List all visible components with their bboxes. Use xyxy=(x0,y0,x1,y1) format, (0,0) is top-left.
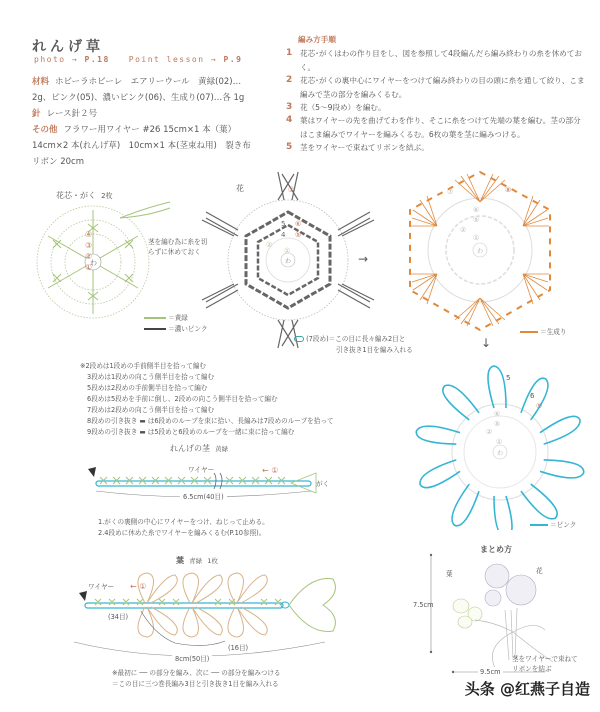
stem-length: 6.5cm(40目) xyxy=(180,492,227,503)
core-diagram-title: 花芯・がく 2枚 xyxy=(56,191,113,200)
leaf-direction-arrow: ← ① xyxy=(130,582,147,591)
flower-chart-diagram xyxy=(198,170,378,350)
core-row-numbers: ④ ③ ② ① xyxy=(85,230,93,272)
step-item: 3 花（5〜9段め）を編む。 xyxy=(286,102,386,113)
step-item: 1 花芯･がくはわの作り目をし、図を参照して4段編んだら編み終わりの糸を休めておく。 xyxy=(286,48,582,72)
flower-note: (7段め)＝この目に長々編み2目と 引き抜き1目を編み入れる xyxy=(294,334,413,356)
oval-stitch-icon xyxy=(294,336,304,342)
material-label: 材料 xyxy=(32,77,50,87)
svg-text:6: 6 xyxy=(530,392,535,400)
svg-text:⑦: ⑦ xyxy=(288,186,295,194)
photo-label: photo → xyxy=(34,55,79,64)
pattern-title: れんげ草 xyxy=(32,39,104,55)
svg-text:4: 4 xyxy=(281,231,286,239)
svg-text:⑥: ⑥ xyxy=(494,410,501,418)
svg-text:5: 5 xyxy=(506,374,511,382)
leaf-wire-label: ワイヤー xyxy=(88,583,115,591)
svg-text:5: 5 xyxy=(281,220,286,228)
leaf-len-34: (34目) xyxy=(108,613,129,621)
right-arrow-icon: → xyxy=(358,252,369,266)
teal-line-swatch xyxy=(530,524,548,526)
lesson-page: P.9 xyxy=(223,55,243,64)
svg-text:⑨: ⑨ xyxy=(536,402,543,410)
svg-text:⑧: ⑧ xyxy=(505,186,512,194)
svg-text:②: ② xyxy=(266,241,273,249)
stem-wire-label: ワイヤー xyxy=(188,466,215,474)
leaf-notes: ※最初に ── の部分を編み、次に ── の部分を編みつける ＝この目に三つ巻長編み3目と引き抜き1目を編み入れる xyxy=(112,669,281,688)
stem-calyx-label: がく xyxy=(316,480,330,488)
instructions-block xyxy=(286,33,586,155)
step-item: 5 茎をワイヤーで束ねてリボンを結ぶ。 xyxy=(286,142,429,153)
step-item: 4 葉はワイヤーの先を曲げてわを作り、そこに糸をつけて先端の葉を編む。茎の部分はこま編みでワイヤーを編みくるむ。6枚の葉を茎に編みつける。 xyxy=(286,115,581,139)
photo-page: P.18 xyxy=(84,55,110,64)
svg-text:①: ① xyxy=(496,438,503,446)
svg-text:わ: わ xyxy=(497,450,504,457)
assembly-title: まとめ方 xyxy=(480,545,512,554)
core-note: 茎を編む為に糸を切らずに休めておく xyxy=(148,238,208,256)
leaf-diagram-title: 葉 青緑 1枚 xyxy=(176,556,218,565)
down-arrow-icon: ↓ xyxy=(481,336,492,350)
flower-diagram-title: 花 xyxy=(236,184,244,193)
page-reference xyxy=(34,55,242,64)
svg-text:わ: わ xyxy=(90,259,97,267)
svg-text:⑥: ⑥ xyxy=(295,220,302,228)
svg-text:①: ① xyxy=(284,247,291,255)
svg-text:⑤: ⑤ xyxy=(494,420,501,428)
svg-text:⑥: ⑥ xyxy=(473,206,480,214)
stem-diagram-title: れんげの茎 黄緑 xyxy=(170,444,229,453)
step-item: 2 花芯･がくの裏中心にワイヤーをつけて編み終わりの目の頭に糸を通して絞り、こま編みで茎の部分を編みくるむ。 xyxy=(286,75,585,99)
svg-text:②: ② xyxy=(460,226,467,234)
svg-text:①: ① xyxy=(473,234,480,242)
materials-block xyxy=(32,74,252,170)
assembly-height: 7.5cm xyxy=(413,601,434,609)
svg-text:わ: わ xyxy=(477,248,484,255)
orange-line-swatch xyxy=(520,331,538,333)
lesson-label: Point lesson → xyxy=(128,55,218,64)
leaf-chart-diagram xyxy=(75,565,345,650)
svg-text:②: ② xyxy=(486,428,493,436)
assembly-flower-label: 花 xyxy=(536,567,543,575)
leaf-len-16: (16目) xyxy=(228,644,249,652)
svg-text:⑤: ⑤ xyxy=(295,231,302,239)
needle-label: 針 xyxy=(32,109,41,119)
assembly-note: 茎をワイヤーで束ねて リボンを結ぶ xyxy=(512,655,578,673)
svg-text:⑦: ⑦ xyxy=(447,188,454,196)
other-text: フラワー用ワイヤー #26 15cm×1 本（葉）14cm×2 本(れんげ草) 10cm×1 本(茎束ね用) 裂き布リボン 20cm xyxy=(32,125,251,167)
other-label: その他 xyxy=(32,125,58,135)
legend-pink: ＝ピンク xyxy=(530,520,576,531)
stem-direction-arrow: ← ① xyxy=(262,466,279,475)
assembly-width: 9.5cm xyxy=(480,668,501,676)
legend-ecru: ＝生成り xyxy=(520,327,566,338)
row-notes: ※2段めは1段めの手前側半目を拾って編む 3段めは1段めの向こう側半目を拾って編む 5段めは2段めの手前側半目を拾って編む 6段めは5段めを手前に倒し、2段めの向こう側半目を拾って編む 7段めは2段めの向こう側半目を拾って編む 8段めの引き抜き ▬ は6段めのループを束に拾い、長編みは7段めのループを拾って 9段めの引き抜き ▬ は5段めと6段めのループを一緒に束に拾って編む xyxy=(80,362,334,436)
dark-line-swatch xyxy=(144,328,166,330)
petal-chart-diagram xyxy=(410,360,590,530)
leaf-total-length: 8cm(50目) xyxy=(172,654,212,665)
needle-text: レース針２号 xyxy=(46,109,98,119)
material-text: ホビーラホビーレ エアリーウール 黄緑(02)…2g、ピンク(05)、濃いピンク(06)、生成り(07)…各 1g xyxy=(32,77,245,103)
assembly-leaf-label: 葉 xyxy=(446,570,453,578)
hexagon-chart-diagram xyxy=(395,162,565,342)
stem-steps: 1.がくの裏側の中心にワイヤーをつけ、ねじって止める。 2.4段めに休めた糸でワイヤーを編みくるむ(P.10参照)。 xyxy=(98,518,269,537)
legend-dark-pink: ＝濃いピンク xyxy=(144,324,208,335)
green-line-swatch xyxy=(144,317,166,319)
watermark: 头条 @红燕子自造 xyxy=(464,680,590,698)
legend-green: ＝黄緑 xyxy=(144,313,188,324)
svg-text:わ: わ xyxy=(285,258,292,265)
instructions-heading: 編み方手順 xyxy=(298,35,336,44)
svg-text:⑤: ⑤ xyxy=(473,216,480,224)
